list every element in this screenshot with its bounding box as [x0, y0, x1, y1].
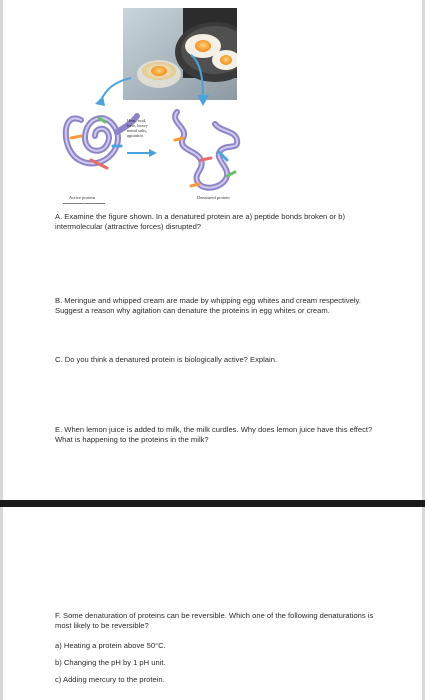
- condition-line-1: Heat, acid,: [127, 118, 147, 123]
- question-f-option-a: a) Heating a protein above 50°C.: [55, 641, 166, 650]
- denatured-protein-label: Denatured protein: [197, 195, 230, 200]
- arrow-head-left: [95, 96, 105, 106]
- question-c: C. Do you think a denatured protein is biologically active? Explain.: [55, 355, 278, 364]
- question-a: A. Examine the figure shown. In a denatured protein are a) peptide bonds broken or b) intermolecular (attractive forces) disrupted?: [55, 212, 346, 232]
- active-protein-label: Active protein: [69, 195, 95, 200]
- arrow-to-denatured-protein: [191, 55, 203, 96]
- condition-label: [127, 118, 149, 138]
- question-f-option-b: b) Changing the pH by 1 pH unit.: [55, 658, 166, 667]
- page-separator: [0, 500, 425, 507]
- worksheet-page-1: [3, 0, 422, 500]
- active-protein-sublabel: ▬▬▬▬▬▬▬▬ ▬▬▬▬▬▬▬▬: [63, 202, 106, 205]
- denature-arrow-head: [149, 149, 157, 157]
- denatured-protein-chain: [175, 112, 237, 188]
- condition-line-3: metal salts,: [127, 128, 148, 133]
- arrow-to-active-protein: [101, 78, 131, 100]
- question-b: B. Meringue and whipped cream are made by whipping egg whites and cream respectively. Suggest a reason why agitation can denature the proteins in egg whites or cream.: [55, 296, 361, 316]
- question-e: E. When lemon juice is added to milk, the milk curdles. Why does lemon juice have this effect? What is happening to the proteins in the milk?: [55, 425, 373, 445]
- question-f: F. Some denaturation of proteins can be reversible. Which one of the following denaturations is most likely to be reversible?: [55, 611, 374, 631]
- condition-line-4: agitation: [127, 133, 143, 138]
- condition-line-2: base, heavy: [127, 123, 148, 128]
- protein-diagram: [51, 0, 291, 205]
- protein-denaturation-figure: [51, 0, 291, 205]
- arrow-head-right: [197, 95, 209, 106]
- question-f-option-c: c) Adding mercury to the protein.: [55, 675, 165, 684]
- worksheet-page-2: [3, 507, 422, 700]
